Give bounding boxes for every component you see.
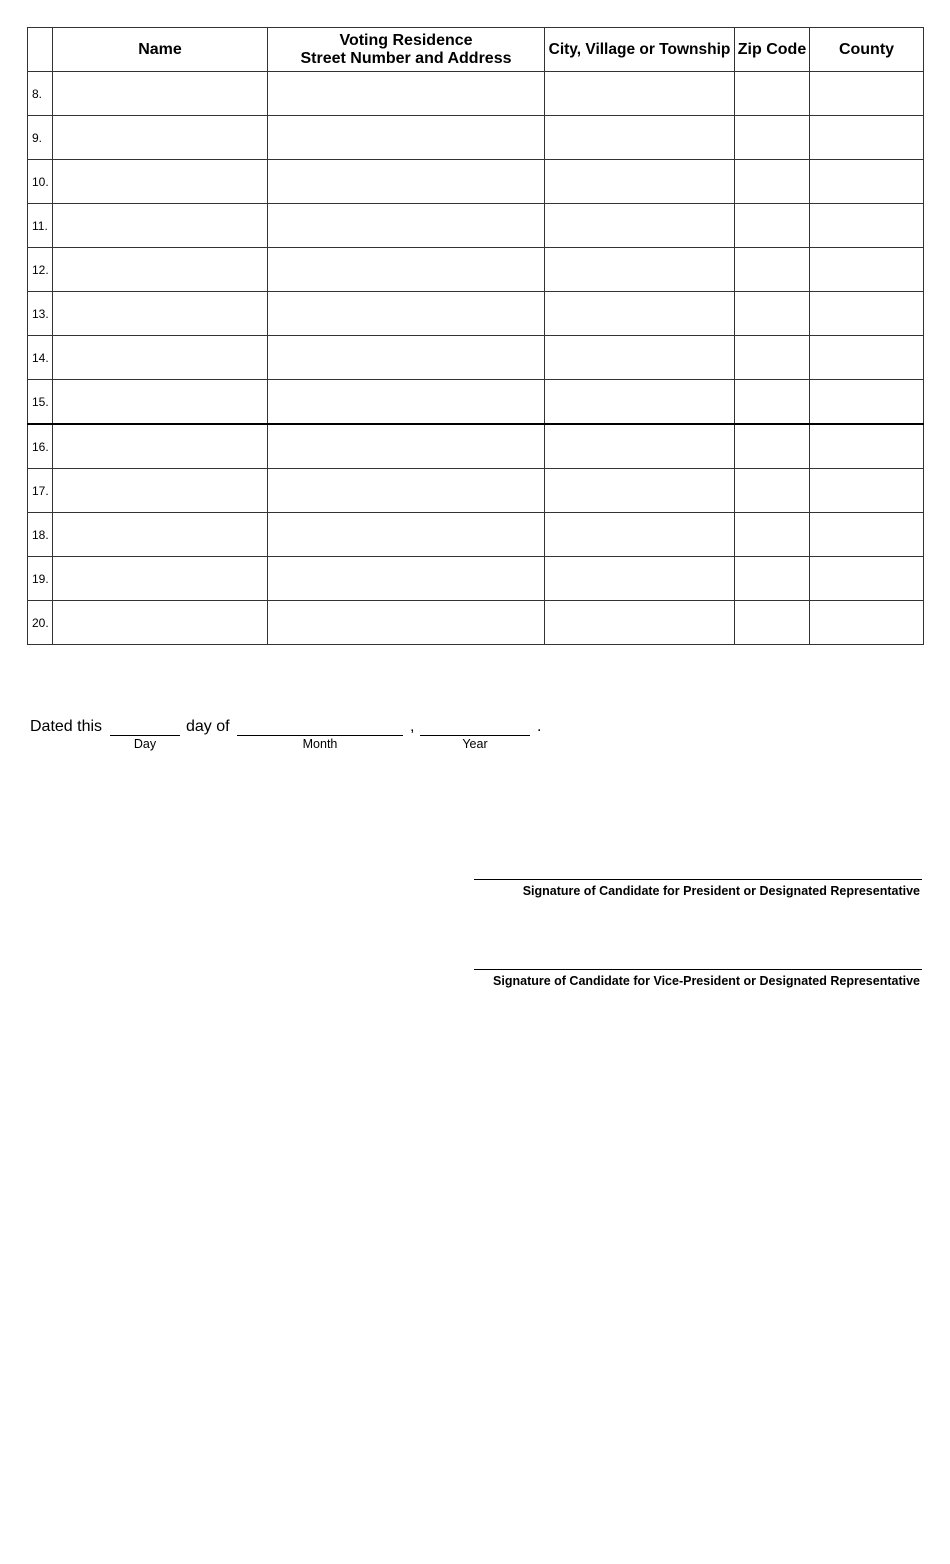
address-cell[interactable] [268, 336, 545, 380]
year-blank[interactable] [420, 735, 530, 736]
city-cell[interactable] [545, 72, 735, 116]
header-residence-line2: Street Number and Address [300, 49, 512, 67]
zip-cell[interactable] [735, 160, 810, 204]
county-cell[interactable] [810, 513, 924, 557]
row-number: 16. [28, 424, 53, 469]
header-city: City, Village or Township [545, 28, 735, 72]
zip-cell[interactable] [735, 72, 810, 116]
county-cell[interactable] [810, 72, 924, 116]
table-row [28, 292, 924, 336]
zip-cell[interactable] [735, 336, 810, 380]
address-cell[interactable] [268, 601, 545, 645]
county-cell[interactable] [810, 248, 924, 292]
name-cell[interactable] [53, 292, 268, 336]
name-cell[interactable] [53, 601, 268, 645]
city-cell[interactable] [545, 116, 735, 160]
row-number: 18. [28, 513, 53, 557]
vice-president-signature-label: Signature of Candidate for Vice-President or Designated Representative [493, 974, 920, 988]
row-number: 17. [28, 469, 53, 513]
president-signature-label: Signature of Candidate for President or Designated Representative [522, 884, 920, 898]
dated-prefix: Dated this [30, 718, 103, 735]
table-row [28, 248, 924, 292]
header-number [28, 28, 53, 72]
row-number: 11. [28, 204, 53, 248]
zip-cell[interactable] [735, 513, 810, 557]
month-caption: Month [302, 737, 338, 751]
row-number: 10. [28, 160, 53, 204]
name-cell[interactable] [53, 469, 268, 513]
name-cell[interactable] [53, 336, 268, 380]
header-voting-residence [268, 28, 545, 72]
table-row [28, 424, 924, 469]
header-name: Name [53, 28, 268, 72]
city-cell[interactable] [545, 336, 735, 380]
city-cell[interactable] [545, 248, 735, 292]
row-number: 14. [28, 336, 53, 380]
county-cell[interactable] [810, 469, 924, 513]
day-of-text: day of [186, 718, 230, 735]
period-text: . [537, 718, 542, 735]
address-cell[interactable] [268, 204, 545, 248]
address-cell[interactable] [268, 72, 545, 116]
address-cell[interactable] [268, 292, 545, 336]
zip-cell[interactable] [735, 424, 810, 469]
address-cell[interactable] [268, 248, 545, 292]
county-cell[interactable] [810, 116, 924, 160]
header-zip: Zip Code [735, 28, 810, 72]
city-cell[interactable] [545, 601, 735, 645]
table-row [28, 72, 924, 116]
city-cell[interactable] [545, 513, 735, 557]
header-residence-line1: Voting Residence [339, 31, 473, 49]
name-cell[interactable] [53, 513, 268, 557]
address-cell[interactable] [268, 160, 545, 204]
name-cell[interactable] [53, 557, 268, 601]
county-cell[interactable] [810, 204, 924, 248]
name-cell[interactable] [53, 160, 268, 204]
vice-president-signature-block [474, 969, 922, 988]
zip-cell[interactable] [735, 601, 810, 645]
address-cell[interactable] [268, 116, 545, 160]
name-cell[interactable] [53, 72, 268, 116]
county-cell[interactable] [810, 557, 924, 601]
zip-cell[interactable] [735, 204, 810, 248]
table-row [28, 336, 924, 380]
row-number: 15. [28, 380, 53, 425]
year-caption: Year [462, 737, 488, 751]
county-cell[interactable] [810, 336, 924, 380]
row-number: 8. [28, 72, 53, 116]
address-cell[interactable] [268, 557, 545, 601]
table-row [28, 513, 924, 557]
row-number: 9. [28, 116, 53, 160]
name-cell[interactable] [53, 116, 268, 160]
zip-cell[interactable] [735, 116, 810, 160]
dated-line [30, 718, 630, 758]
county-cell[interactable] [810, 601, 924, 645]
address-cell[interactable] [268, 469, 545, 513]
row-number: 13. [28, 292, 53, 336]
day-caption: Day [133, 737, 157, 751]
zip-cell[interactable] [735, 380, 810, 425]
table-header-row [28, 28, 924, 72]
county-cell[interactable] [810, 160, 924, 204]
table-row [28, 601, 924, 645]
row-number: 19. [28, 557, 53, 601]
day-blank[interactable] [110, 735, 180, 736]
city-cell[interactable] [545, 380, 735, 425]
month-blank[interactable] [237, 735, 403, 736]
president-signature-block [474, 879, 922, 898]
name-cell[interactable] [53, 204, 268, 248]
county-cell[interactable] [810, 380, 924, 425]
city-cell[interactable] [545, 204, 735, 248]
county-cell[interactable] [810, 292, 924, 336]
name-cell[interactable] [53, 424, 268, 469]
name-cell[interactable] [53, 248, 268, 292]
signer-table [27, 27, 924, 645]
row-number: 12. [28, 248, 53, 292]
city-cell[interactable] [545, 292, 735, 336]
city-cell[interactable] [545, 469, 735, 513]
zip-cell[interactable] [735, 557, 810, 601]
city-cell[interactable] [545, 557, 735, 601]
zip-cell[interactable] [735, 248, 810, 292]
address-cell[interactable] [268, 513, 545, 557]
table-row [28, 557, 924, 601]
zip-cell[interactable] [735, 469, 810, 513]
comma-text: , [410, 718, 415, 735]
table-row [28, 116, 924, 160]
header-county: County [810, 28, 924, 72]
name-cell[interactable] [53, 380, 268, 425]
table-row [28, 469, 924, 513]
table-row [28, 160, 924, 204]
county-cell[interactable] [810, 424, 924, 469]
city-cell[interactable] [545, 160, 735, 204]
zip-cell[interactable] [735, 292, 810, 336]
address-cell[interactable] [268, 424, 545, 469]
row-number: 20. [28, 601, 53, 645]
table-row [28, 204, 924, 248]
address-cell[interactable] [268, 380, 545, 425]
table-row [28, 380, 924, 425]
city-cell[interactable] [545, 424, 735, 469]
